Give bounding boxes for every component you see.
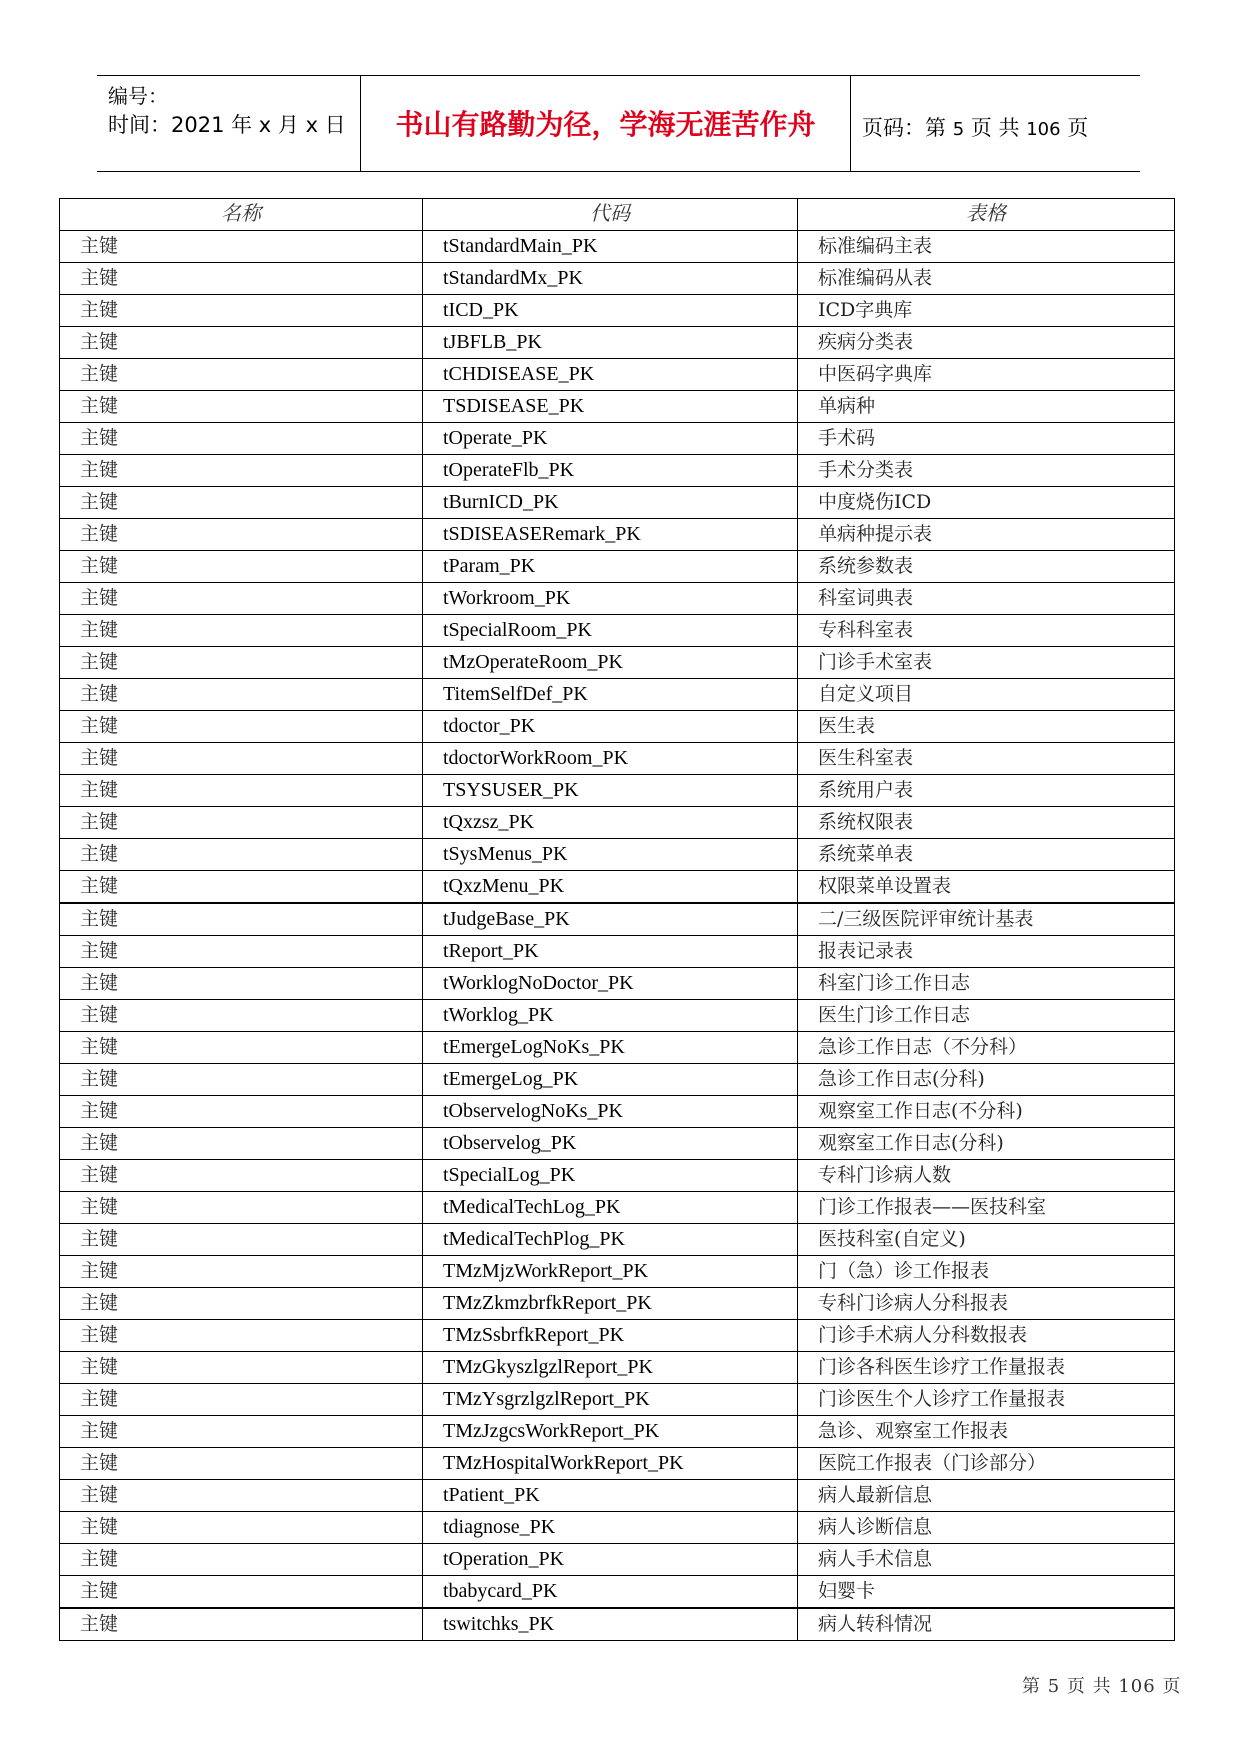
- cell-table: 急诊工作日志(分科): [798, 1064, 1175, 1096]
- cell-table: 门诊医生个人诊疗工作量报表: [798, 1384, 1175, 1416]
- table-row: [60, 743, 1175, 775]
- page-footer: 第 5 页 共 106 页: [1022, 1676, 1182, 1697]
- cell-code: tICD_PK: [423, 295, 798, 327]
- cell-code: tJBFLB_PK: [423, 327, 798, 359]
- table-row: [60, 1192, 1175, 1224]
- table-row: [60, 1256, 1175, 1288]
- cell-table: 门诊工作报表——医技科室: [798, 1192, 1175, 1224]
- cell-name: 主键: [60, 711, 423, 743]
- table-row: [60, 583, 1175, 615]
- cell-code: tOperation_PK: [423, 1544, 798, 1576]
- cell-code: tPatient_PK: [423, 1480, 798, 1512]
- cell-name: 主键: [60, 903, 423, 936]
- header-right-cell: [851, 76, 1140, 171]
- table-row: [60, 1064, 1175, 1096]
- table-row: [60, 1448, 1175, 1480]
- cell-table: 系统用户表: [798, 775, 1175, 807]
- column-header-code: 代码: [423, 199, 798, 231]
- table-row: [60, 1288, 1175, 1320]
- cell-code: tSpecialRoom_PK: [423, 615, 798, 647]
- cell-name: 主键: [60, 1352, 423, 1384]
- column-header-table: 表格: [798, 199, 1175, 231]
- cell-table: 系统菜单表: [798, 839, 1175, 871]
- cell-table: 病人转科情况: [798, 1608, 1175, 1641]
- cell-name: 主键: [60, 423, 423, 455]
- cell-name: 主键: [60, 936, 423, 968]
- cell-code: tParam_PK: [423, 551, 798, 583]
- cell-name: 主键: [60, 1288, 423, 1320]
- cell-table: 科室词典表: [798, 583, 1175, 615]
- cell-table: 病人诊断信息: [798, 1512, 1175, 1544]
- table-row: [60, 295, 1175, 327]
- cell-code: tbabycard_PK: [423, 1576, 798, 1609]
- table-row: [60, 1320, 1175, 1352]
- page-prefix: 页码：第: [862, 116, 946, 140]
- cell-name: 主键: [60, 231, 423, 263]
- cell-code: TMzGkyszlgzlReport_PK: [423, 1352, 798, 1384]
- cell-name: 主键: [60, 775, 423, 807]
- cell-code: tJudgeBase_PK: [423, 903, 798, 936]
- cell-name: 主键: [60, 519, 423, 551]
- cell-code: tObservelogNoKs_PK: [423, 1096, 798, 1128]
- cell-table: 急诊工作日志（不分科）: [798, 1032, 1175, 1064]
- cell-name: 主键: [60, 487, 423, 519]
- cell-code: tWorkroom_PK: [423, 583, 798, 615]
- cell-code: TMzYsgrzlgzlReport_PK: [423, 1384, 798, 1416]
- table-row: [60, 263, 1175, 295]
- cell-name: 主键: [60, 551, 423, 583]
- table-row: [60, 679, 1175, 711]
- cell-name: 主键: [60, 1064, 423, 1096]
- cell-code: tswitchks_PK: [423, 1608, 798, 1641]
- header-middle-cell: [361, 76, 851, 171]
- cell-code: tReport_PK: [423, 936, 798, 968]
- cell-name: 主键: [60, 1032, 423, 1064]
- cell-name: 主键: [60, 1512, 423, 1544]
- cell-name: 主键: [60, 295, 423, 327]
- table-row: [60, 1224, 1175, 1256]
- page-current: 5: [952, 119, 965, 140]
- cell-name: 主键: [60, 327, 423, 359]
- cell-name: 主键: [60, 1544, 423, 1576]
- page-total: 106: [1026, 119, 1061, 140]
- cell-code: tOperate_PK: [423, 423, 798, 455]
- table-row: [60, 1128, 1175, 1160]
- table-row: [60, 647, 1175, 679]
- cell-table: 单病种: [798, 391, 1175, 423]
- table-header-row: [60, 199, 1175, 231]
- cell-table: 手术分类表: [798, 455, 1175, 487]
- cell-table: 单病种提示表: [798, 519, 1175, 551]
- cell-code: tdiagnose_PK: [423, 1512, 798, 1544]
- cell-code: tQxzMenu_PK: [423, 871, 798, 904]
- cell-table: 权限菜单设置表: [798, 871, 1175, 904]
- cell-code: tStandardMain_PK: [423, 231, 798, 263]
- cell-table: 病人手术信息: [798, 1544, 1175, 1576]
- cell-name: 主键: [60, 1160, 423, 1192]
- cell-name: 主键: [60, 359, 423, 391]
- cell-table: 报表记录表: [798, 936, 1175, 968]
- table-row: [60, 1384, 1175, 1416]
- cell-code: tSDISEASERemark_PK: [423, 519, 798, 551]
- table-row: [60, 1160, 1175, 1192]
- cell-table: 二/三级医院评审统计基表: [798, 903, 1175, 936]
- cell-code: tMedicalTechPlog_PK: [423, 1224, 798, 1256]
- cell-code: tStandardMx_PK: [423, 263, 798, 295]
- cell-table: 科室门诊工作日志: [798, 968, 1175, 1000]
- cell-name: 主键: [60, 391, 423, 423]
- table-row: [60, 615, 1175, 647]
- cell-code: tObservelog_PK: [423, 1128, 798, 1160]
- cell-name: 主键: [60, 615, 423, 647]
- cell-name: 主键: [60, 1576, 423, 1609]
- cell-code: tQxzsz_PK: [423, 807, 798, 839]
- cell-table: 医生科室表: [798, 743, 1175, 775]
- table-row: [60, 519, 1175, 551]
- document-number-label: 编号：: [108, 84, 168, 108]
- cell-table: 专科门诊病人数: [798, 1160, 1175, 1192]
- cell-name: 主键: [60, 1416, 423, 1448]
- cell-code: tMedicalTechLog_PK: [423, 1192, 798, 1224]
- cell-name: 主键: [60, 1320, 423, 1352]
- cell-code: tOperateFlb_PK: [423, 455, 798, 487]
- cell-table: 门诊手术室表: [798, 647, 1175, 679]
- cell-table: ICD字典库: [798, 295, 1175, 327]
- table-row: [60, 839, 1175, 871]
- header-left-cell: [97, 76, 361, 171]
- table-row: [60, 455, 1175, 487]
- table-row: [60, 487, 1175, 519]
- cell-table: 标准编码主表: [798, 231, 1175, 263]
- table-row: [60, 807, 1175, 839]
- table-row: [60, 391, 1175, 423]
- cell-table: 专科科室表: [798, 615, 1175, 647]
- primary-key-table: [59, 198, 1175, 1641]
- cell-name: 主键: [60, 1096, 423, 1128]
- table-row: [60, 327, 1175, 359]
- cell-name: 主键: [60, 455, 423, 487]
- cell-table: 医院工作报表（门诊部分）: [798, 1448, 1175, 1480]
- page-header: [97, 75, 1140, 172]
- cell-table: 系统参数表: [798, 551, 1175, 583]
- cell-code: tdoctor_PK: [423, 711, 798, 743]
- table-row: [60, 423, 1175, 455]
- cell-table: 自定义项目: [798, 679, 1175, 711]
- cell-name: 主键: [60, 1192, 423, 1224]
- cell-name: 主键: [60, 968, 423, 1000]
- table-row: [60, 775, 1175, 807]
- cell-code: tWorklogNoDoctor_PK: [423, 968, 798, 1000]
- cell-table: 急诊、观察室工作报表: [798, 1416, 1175, 1448]
- cell-name: 主键: [60, 839, 423, 871]
- table-row: [60, 903, 1175, 936]
- cell-code: tMzOperateRoom_PK: [423, 647, 798, 679]
- cell-code: tSpecialLog_PK: [423, 1160, 798, 1192]
- cell-table: 门（急）诊工作报表: [798, 1256, 1175, 1288]
- cell-code: TitemSelfDef_PK: [423, 679, 798, 711]
- cell-code: tBurnICD_PK: [423, 487, 798, 519]
- cell-table: 观察室工作日志(不分科): [798, 1096, 1175, 1128]
- cell-code: TMzJzgcsWorkReport_PK: [423, 1416, 798, 1448]
- cell-name: 主键: [60, 1448, 423, 1480]
- cell-name: 主键: [60, 583, 423, 615]
- table-row: [60, 1352, 1175, 1384]
- cell-code: tSysMenus_PK: [423, 839, 798, 871]
- table-row: [60, 359, 1175, 391]
- cell-code: tCHDISEASE_PK: [423, 359, 798, 391]
- cell-name: 主键: [60, 647, 423, 679]
- cell-code: TSDISEASE_PK: [423, 391, 798, 423]
- cell-table: 门诊手术病人分科数报表: [798, 1320, 1175, 1352]
- table-row: [60, 1576, 1175, 1609]
- cell-table: 专科门诊病人分科报表: [798, 1288, 1175, 1320]
- table-row: [60, 711, 1175, 743]
- cell-table: 观察室工作日志(分科): [798, 1128, 1175, 1160]
- cell-code: tEmergeLogNoKs_PK: [423, 1032, 798, 1064]
- cell-table: 系统权限表: [798, 807, 1175, 839]
- cell-code: TSYSUSER_PK: [423, 775, 798, 807]
- table-row: [60, 1096, 1175, 1128]
- table-row: [60, 871, 1175, 904]
- cell-table: 标准编码从表: [798, 263, 1175, 295]
- cell-table: 医生门诊工作日志: [798, 1000, 1175, 1032]
- cell-name: 主键: [60, 1000, 423, 1032]
- table-row: [60, 1032, 1175, 1064]
- table-row: [60, 936, 1175, 968]
- page-mid: 页 共: [970, 116, 1020, 140]
- cell-table: 医技科室(自定义): [798, 1224, 1175, 1256]
- table-row: [60, 1416, 1175, 1448]
- cell-table: 医生表: [798, 711, 1175, 743]
- cell-table: 中医码字典库: [798, 359, 1175, 391]
- cell-table: 疾病分类表: [798, 327, 1175, 359]
- table-row: [60, 1544, 1175, 1576]
- header-page-indicator: [862, 112, 1088, 142]
- cell-table: 门诊各科医生诊疗工作量报表: [798, 1352, 1175, 1384]
- table-row: [60, 1480, 1175, 1512]
- page-suffix: 页: [1067, 116, 1089, 140]
- cell-table: 病人最新信息: [798, 1480, 1175, 1512]
- cell-code: TMzSsbrfkReport_PK: [423, 1320, 798, 1352]
- table-row: [60, 231, 1175, 263]
- cell-code: TMzZkmzbrfkReport_PK: [423, 1288, 798, 1320]
- header-motto: 书山有路勤为径，学海无涯苦作舟: [395, 108, 816, 141]
- table-row: [60, 1512, 1175, 1544]
- document-time-label: 时间：2021 年 x 月 x 日: [108, 113, 346, 137]
- cell-code: tEmergeLog_PK: [423, 1064, 798, 1096]
- cell-code: TMzHospitalWorkReport_PK: [423, 1448, 798, 1480]
- table-row: [60, 968, 1175, 1000]
- cell-name: 主键: [60, 1256, 423, 1288]
- cell-table: 妇婴卡: [798, 1576, 1175, 1609]
- cell-code: tdoctorWorkRoom_PK: [423, 743, 798, 775]
- cell-name: 主键: [60, 807, 423, 839]
- cell-name: 主键: [60, 1224, 423, 1256]
- cell-code: TMzMjzWorkReport_PK: [423, 1256, 798, 1288]
- cell-name: 主键: [60, 1384, 423, 1416]
- cell-name: 主键: [60, 1608, 423, 1641]
- column-header-name: 名称: [60, 199, 423, 231]
- cell-name: 主键: [60, 679, 423, 711]
- table-row: [60, 551, 1175, 583]
- table-row: [60, 1000, 1175, 1032]
- cell-name: 主键: [60, 743, 423, 775]
- cell-table: 手术码: [798, 423, 1175, 455]
- table-row: [60, 1608, 1175, 1641]
- cell-table: 中度烧伤ICD: [798, 487, 1175, 519]
- cell-name: 主键: [60, 871, 423, 904]
- cell-name: 主键: [60, 263, 423, 295]
- cell-name: 主键: [60, 1480, 423, 1512]
- cell-code: tWorklog_PK: [423, 1000, 798, 1032]
- cell-name: 主键: [60, 1128, 423, 1160]
